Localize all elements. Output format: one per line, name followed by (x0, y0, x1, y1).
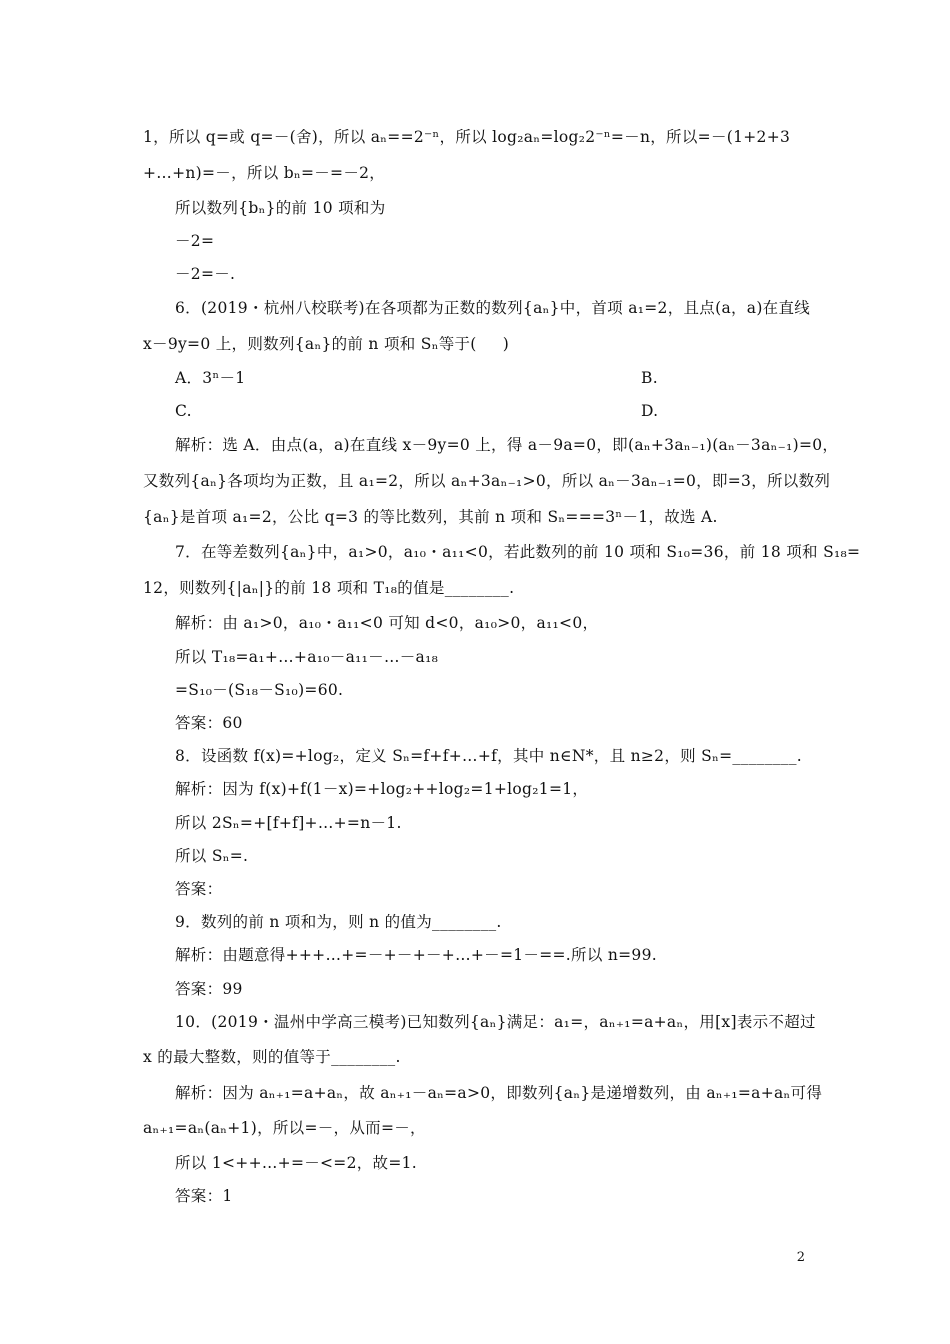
answer-line: 答案：60 (175, 714, 243, 732)
solution-line: 解析：因为 aₙ₊₁=a+aₙ，故 aₙ₊₁－aₙ=a>0，即数列{aₙ}是递增数列，由 aₙ₊₁=a+aₙ可得 (175, 1084, 823, 1102)
solution-line: 所以 1<++…+=－<=2，故=1. (175, 1154, 418, 1172)
solution-line: 解析：由题意得+++…+=－+－+－+…+－=1－==.所以 n=99. (175, 946, 657, 964)
option-a: A．3ⁿ－1 (175, 369, 246, 387)
solution-line: 所以 Sₙ=. (175, 847, 249, 865)
question-8: 8．设函数 f(x)=+log₂，定义 Sₙ=f+f+…+f，其中 n∈N*，且 n≥2，则 Sₙ=________. (175, 747, 802, 765)
option-b: B. (641, 369, 658, 387)
option-c: C. (175, 402, 192, 420)
text-line: －2=－. (175, 265, 236, 283)
solution-line: 解析：由 a₁>0，a₁₀・a₁₁<0 可知 d<0，a₁₀>0，a₁₁<0， (175, 614, 599, 632)
text-line: x－9y=0 上，则数列{aₙ}的前 n 项和 Sₙ等于( ) (143, 335, 510, 353)
text-line: 所以数列{bₙ}的前 10 项和为 (175, 199, 386, 217)
solution-line: aₙ₊₁=aₙ(aₙ+1)，所以=－，从而=－， (143, 1119, 426, 1137)
solution-line: 所以 2Sₙ=+[f+f]+…+=n－1. (175, 814, 402, 832)
text-line: 12，则数列{|aₙ|}的前 18 项和 T₁₈的值是________. (143, 579, 515, 597)
answer-line: 答案： (175, 880, 223, 898)
question-9: 9．数列的前 n 项和为，则 n 的值为________. (175, 913, 502, 931)
question-6: 6．(2019・杭州八校联考)在各项都为正数的数列{aₙ}中，首项 a₁=2，且点(a，a)在直线 (175, 299, 811, 317)
solution-line: 又数列{aₙ}各项均为正数，且 a₁=2，所以 aₙ+3aₙ₋₁>0，所以 aₙ－3aₙ₋₁=0，即=3，所以数列 (143, 472, 831, 490)
solution-line: 所以 T₁₈=a₁+…+a₁₀－a₁₁－…－a₁₈ (175, 648, 439, 666)
solution-line: =S₁₀－(S₁₈－S₁₀)=60. (175, 681, 344, 699)
text-line: +…+n)=－，所以 bₙ=－=－2， (143, 164, 386, 182)
question-10: 10．(2019・温州中学高三模考)已知数列{aₙ}满足：a₁=，aₙ₊₁=a+aₙ，用[x]表示不超过 (175, 1013, 816, 1031)
solution-line: {aₙ}是首项 a₁=2，公比 q=3 的等比数列，其前 n 项和 Sₙ===3ⁿ－1，故选 A. (143, 508, 718, 526)
answer-line: 答案：1 (175, 1187, 233, 1205)
text-line: －2= (175, 232, 215, 250)
solution-line: 解析：选 A．由点(a，a)在直线 x－9y=0 上，得 a－9a=0，即(aₙ+3aₙ₋₁)(aₙ－3aₙ₋₁)=0， (175, 436, 839, 454)
page-number: 2 (796, 1250, 805, 1265)
answer-line: 答案：99 (175, 980, 243, 998)
option-d: D. (641, 402, 659, 420)
question-7: 7．在等差数列{aₙ}中，a₁>0，a₁₀・a₁₁<0，若此数列的前 10 项和 S₁₀=36，前 18 项和 S₁₈= (175, 543, 861, 561)
text-line: 1，所以 q=或 q=－(舍)，所以 aₙ==2⁻ⁿ，所以 log₂aₙ=log₂2⁻ⁿ=－n，所以=－(1+2+3 (143, 128, 791, 146)
solution-line: 解析：因为 f(x)+f(1－x)=+log₂++log₂=1+log₂1=1， (175, 780, 589, 798)
text-line: x 的最大整数，则的值等于________. (143, 1048, 401, 1066)
